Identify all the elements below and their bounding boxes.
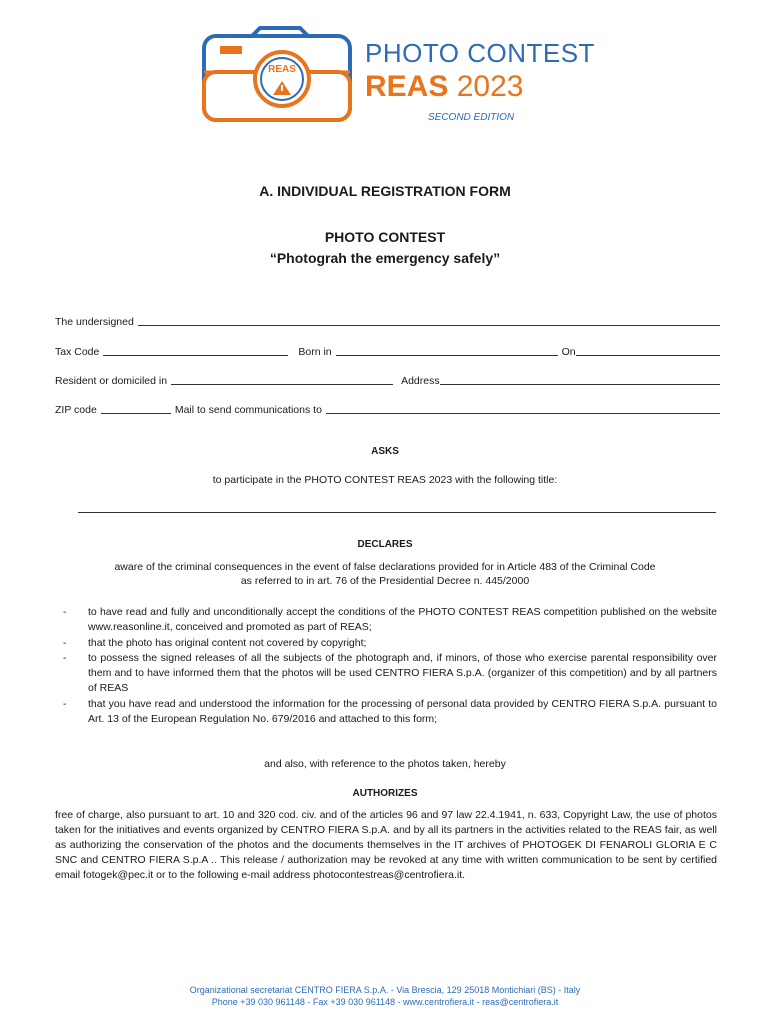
list-item bbox=[55, 605, 717, 636]
born-in-input[interactable] bbox=[336, 344, 558, 356]
field-row-zip bbox=[55, 402, 720, 416]
tax-code-input[interactable] bbox=[103, 344, 288, 356]
birth-date-input[interactable] bbox=[576, 344, 720, 356]
contest-subtitle: “Photograh the emergency safely” bbox=[269, 250, 501, 266]
dash-marker: - bbox=[63, 606, 67, 618]
photo-contest-logo bbox=[200, 24, 595, 134]
list-item bbox=[55, 651, 717, 697]
footer-line1: Organizational secretariat CENTRO FIERA S.p.A. - Via Brescia, 129 25018 Montichiari (BS) - Italy bbox=[189, 985, 581, 995]
footer bbox=[0, 984, 770, 1008]
address-label: Address bbox=[401, 375, 440, 387]
address-input[interactable] bbox=[440, 373, 720, 385]
authorizes-text: free of charge, also pursuant to art. 10 and 320 cod. civ. and of the articles 96 and 97 law 22.4.1941, n. 633, Copyright Law, the use of photos taken for the initiatives and events organized by CENTRO FIERA S.p.A. and by all its partners in the activities related to the REAS fair, as well as authorizing the conservation of the photos and the documents themselves in the IT archives of PHOTOGEK DI FENAROLI GLORIA E C SNC and CENTRO FIERA S.p.A .. This release / authorization may be revoked at any time with written communication to be sent by certified email fotogek@pec.it or to the following e-mail address photocontestreas@centrofiera.it. bbox=[55, 809, 717, 881]
field-row-tax bbox=[55, 344, 720, 358]
logo-badge-text: REAS bbox=[268, 64, 296, 75]
logo-reas-text: REAS bbox=[365, 70, 449, 103]
footer-line2: Phone +39 030 961148 - Fax +39 030 961148 - www.centrofiera.it - reas@centrofiera.it bbox=[211, 997, 559, 1007]
on-label: On bbox=[561, 346, 576, 358]
tax-code-label: Tax Code bbox=[55, 346, 100, 358]
dash-marker: - bbox=[63, 636, 67, 649]
logo-title-line1: PHOTO CONTEST bbox=[365, 38, 595, 68]
list-item bbox=[55, 697, 717, 728]
zip-input[interactable] bbox=[101, 402, 171, 414]
zip-label: ZIP code bbox=[55, 404, 97, 416]
logo-edition: SECOND EDITION bbox=[428, 112, 515, 123]
resident-input[interactable] bbox=[171, 373, 393, 385]
declaration-text: to possess the signed releases of all the subjects of the photograph and, if minors, of those who exercise parental responsibility over them and to have informed them that the photos will be used CENTRO FIERA S.p.A. (organizer of this competition) and by all partners of REAS bbox=[88, 651, 717, 695]
logo-year-text: 2023 bbox=[456, 70, 524, 103]
asks-heading: ASKS bbox=[371, 446, 399, 457]
field-row-resident bbox=[55, 373, 720, 387]
logo-title-line2 bbox=[365, 70, 523, 104]
resident-label: Resident or domiciled in bbox=[55, 375, 168, 387]
dash-marker: - bbox=[63, 697, 67, 710]
contest-title: PHOTO CONTEST bbox=[324, 229, 446, 245]
field-row-undersigned bbox=[55, 314, 720, 328]
declares-intro-line1: aware of the criminal consequences in the event of false declarations provided for in Article 483 of the Criminal Code bbox=[114, 561, 656, 573]
declaration-text: to have read and fully and unconditionally accept the conditions of the PHOTO CONTEST REAS competition published on the website www.reasonline.it, conceived and promoted as part of REAS; bbox=[88, 606, 717, 634]
undersigned-input[interactable] bbox=[138, 314, 720, 326]
asks-text: to participate in the PHOTO CONTEST REAS 2023 with the following title: bbox=[212, 474, 558, 486]
mail-label: Mail to send communications to bbox=[174, 404, 322, 416]
declares-heading: DECLARES bbox=[357, 539, 413, 550]
authorizes-lead: and also, with reference to the photos taken, hereby bbox=[264, 758, 506, 770]
declarations-list bbox=[55, 605, 717, 727]
form-title: A. INDIVIDUAL REGISTRATION FORM bbox=[259, 183, 511, 199]
photo-title-input[interactable] bbox=[78, 512, 716, 513]
declaration-text: that you have read and understood the information for the processing of personal data provided by CENTRO FIERA S.p.A. pursuant to Art. 13 of the European Regulation No. 679/2016 and attached to this form; bbox=[88, 697, 717, 726]
authorizes-heading: AUTHORIZES bbox=[352, 788, 418, 799]
mail-input[interactable] bbox=[326, 402, 720, 414]
undersigned-label: The undersigned bbox=[55, 316, 134, 328]
declaration-text: that the photo has original content not covered by copyright; bbox=[88, 636, 367, 649]
list-item bbox=[55, 636, 717, 651]
born-in-label: Born in bbox=[298, 346, 332, 358]
dash-marker: - bbox=[63, 651, 67, 664]
declares-intro-line2: as referred to in art. 76 of the Presidential Decree n. 445/2000 bbox=[240, 575, 530, 587]
